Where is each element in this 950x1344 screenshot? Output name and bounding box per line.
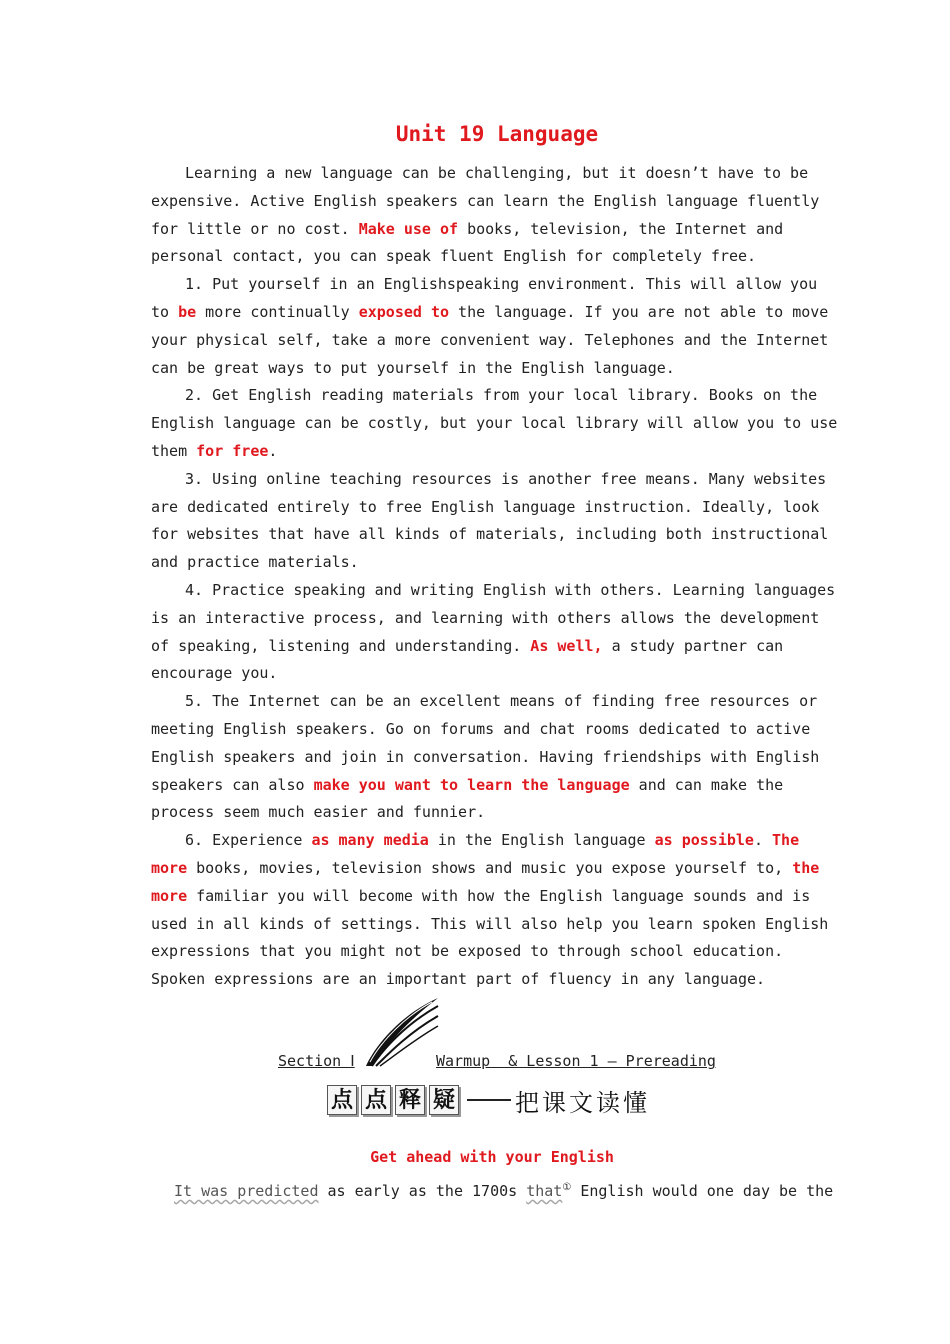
section-banner — [327, 1084, 650, 1116]
highlight-phrase: As well, — [530, 636, 603, 655]
section-number: Section Ⅰ — [278, 1052, 355, 1070]
highlight-phrase: Make use of — [358, 219, 459, 238]
footnote-marker: ① — [562, 1182, 572, 1193]
banner-text: 把课文读懂 — [515, 1088, 650, 1117]
tip-paragraph-2: 2. Get English reading materials from your local library. Books on the English language can be costly, but your local library will allow you to use them for free. — [151, 386, 838, 460]
lesson-title: Get ahead with your English — [370, 1148, 614, 1166]
reading-passage — [151, 160, 841, 994]
highlight-phrase: make you want to learn the language — [313, 775, 630, 794]
annotated-word: that — [526, 1182, 563, 1200]
highlight-phrase: the more — [151, 858, 820, 905]
section-heading — [278, 1052, 718, 1076]
section-subtitle: Warmup & Lesson 1 — Prereading — [436, 1052, 716, 1070]
tip-paragraph-1: 1. Put yourself in an Englishspeaking environment. This will allow you to be more continually exposed to the language. If you are not able to move your physical self, take a more convenient way. Telephones and the Internet can be great ways to put yourself in the English language. — [151, 275, 829, 377]
banner-char-box: 点 — [361, 1085, 391, 1115]
tip-paragraph-3: 3. Using online teaching resources is another free means. Many websites are dedicated entirely to free English language instruction. Ideally, look for websites that have all kinds of materials, including both instructional and practice materials. — [151, 469, 829, 572]
highlight-phrase: for free — [196, 441, 269, 460]
banner-char-box: 疑 — [429, 1085, 459, 1115]
intro-paragraph: Learning a new language can be challenging, but it doesn’t have to be expensive. Active English speakers can learn the English language fluently for little or no cost. Make use of books, television, the Internet and personal contact, you can speak fluent English for completely free. — [151, 164, 820, 266]
highlight-phrase: be — [178, 302, 197, 321]
highlight-phrase: exposed to — [358, 302, 450, 321]
highlight-phrase: as possible — [654, 831, 754, 850]
tip-paragraph-6: 6. Experience as many media in the English language as possible. The more books, movies, television shows and music you expose yourself to, the more familiar you will become with how the English language sounds and is used in all kinds of settings. This will also help you learn spoken English expressions that you might not be exposed to through school education. Spoken expressions are an important part of fluency in any language. — [151, 831, 829, 989]
highlight-phrase: The more — [151, 831, 800, 877]
tip-paragraph-5: 5. The Internet can be an excellent means of finding free resources or meeting English speakers. Go on forums and chat rooms dedicated to active English speakers and join in conversation. Having friendships with English speakers can also make you want to learn the language and can make the process seem much easier and funnier. — [151, 692, 820, 822]
lesson-first-line: It was predicted as early as the 1700s that① English would one day be the — [174, 1182, 834, 1200]
banner-dash — [467, 1099, 511, 1101]
tip-paragraph-4: 4. Practice speaking and writing English with others. Learning languages is an interactive process, and learning with others allows the development of speaking, listening and understanding. As well, a study partner can encourage you. — [151, 580, 836, 683]
banner-char-box: 释 — [395, 1085, 425, 1115]
highlight-phrase: as many media — [311, 831, 429, 850]
annotated-phrase: It was predicted — [174, 1182, 319, 1200]
page-title: Unit 19 Language — [395, 122, 599, 146]
banner-char-box: 点 — [327, 1085, 357, 1115]
